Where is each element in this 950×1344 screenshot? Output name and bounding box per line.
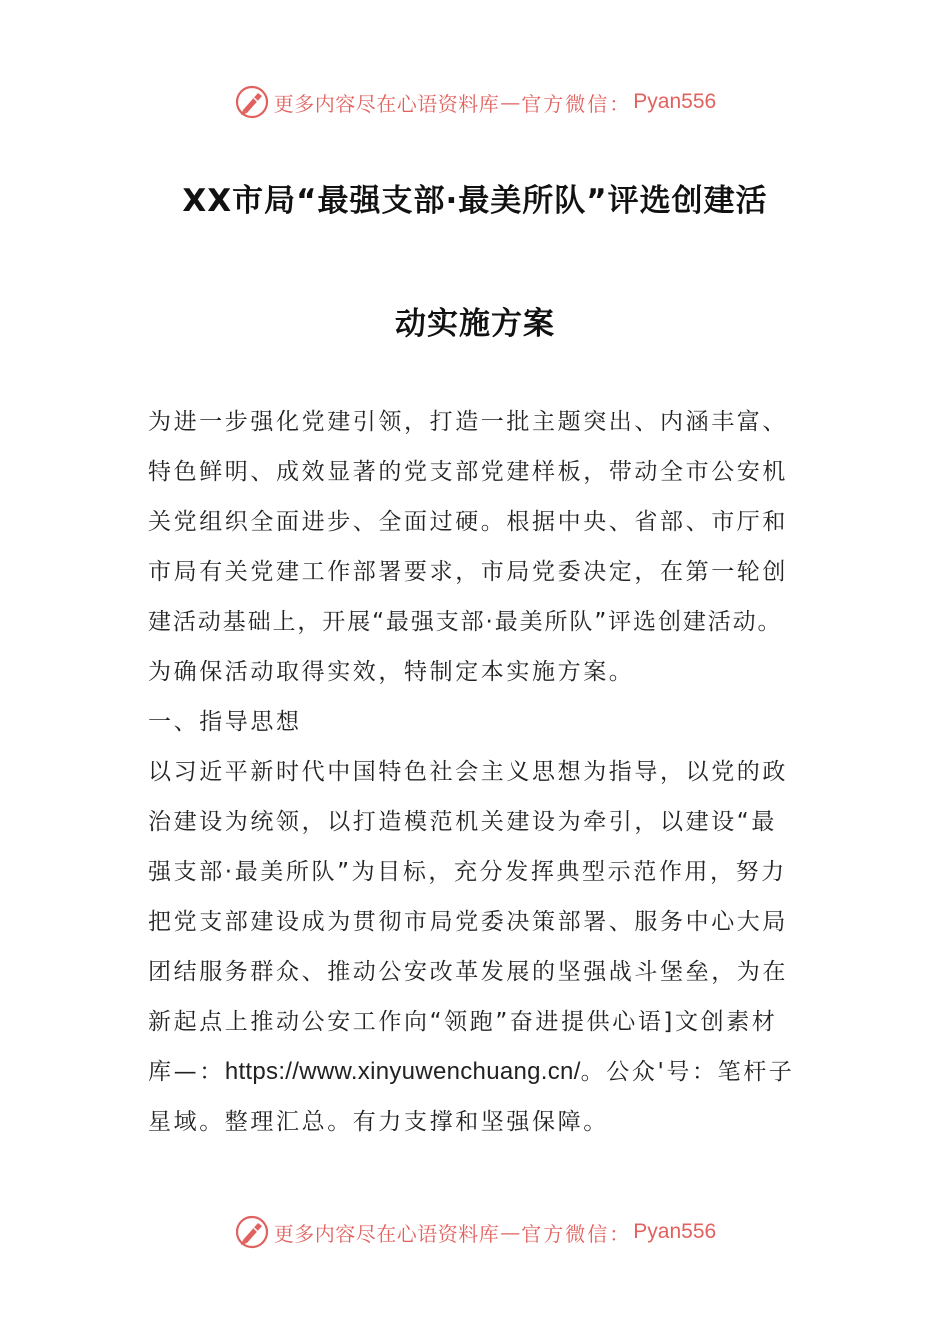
pen-logo-icon (234, 84, 270, 120)
body-line: 治建设为统领，以打造模范机关建设为牵引，以建设“最 (148, 809, 777, 835)
banner-text: 更多内容尽在心语资料库 (273, 1221, 500, 1246)
url-line-prefix: 库—： (148, 1059, 225, 1085)
footer-banner (0, 1210, 950, 1254)
banner-separator: — (500, 1220, 521, 1244)
pen-logo-icon (234, 1214, 270, 1250)
document-title-line-2: 动实施方案 (395, 306, 555, 342)
body-line: 为进一步强化党建引领，打造一批主题突出、内涵丰富、 (148, 409, 788, 435)
body-line: 把党支部建设成为贯彻市局党委决策部署、服务中心大局 (148, 909, 788, 935)
body-line-with-url (148, 1047, 818, 1097)
body-line: 团结服务群众、推动公安改革发展的坚强战斗堡垒，为在 (148, 959, 788, 985)
section-heading: 一、指导思想 (148, 709, 302, 735)
body-line: 市局有关党建工作部署要求，市局党委决定，在第一轮创 (148, 559, 788, 585)
header-banner (0, 80, 950, 124)
banner-wechat-id: Pyan556 (633, 90, 717, 113)
body-line: 新起点上推动公安工作向“领跑”奋进提供心语]文创素材 (148, 1009, 778, 1035)
body-line: 建活动基础上，开展“最强支部·最美所队”评选创建活动。 (148, 609, 783, 635)
body-line: 特色鲜明、成效显著的党支部党建样板，带动全市公安机 (148, 459, 788, 485)
body-line: 为确保活动取得实效，特制定本实施方案。 (148, 659, 635, 685)
banner-wechat-id: Pyan556 (633, 1220, 717, 1243)
document-title-line-1: XX市局“最强支部·最美所队”评选创建活 (182, 183, 768, 219)
body-line: 强支部·最美所队”为目标，充分发挥典型示范作用，努力 (148, 859, 787, 885)
banner-separator: — (500, 90, 521, 114)
banner-text: 更多内容尽在心语资料库 (273, 91, 500, 116)
body-line: 星域。整理汇总。有力支撑和坚强保障。 (148, 1109, 609, 1135)
banner-wechat-label: 官方微信： (521, 91, 632, 116)
website-link[interactable]: https://www.xinyuwenchuang.cn/ (224, 1058, 581, 1085)
banner-wechat-label: 官方微信： (521, 1221, 632, 1246)
url-line-suffix: 。公众'号：笔杆子 (580, 1059, 795, 1085)
body-line: 关党组织全面进步、全面过硬。根据中央、省部、市厅和 (148, 509, 788, 535)
body-line: 以习近平新时代中国特色社会主义思想为指导，以党的政 (148, 759, 788, 785)
